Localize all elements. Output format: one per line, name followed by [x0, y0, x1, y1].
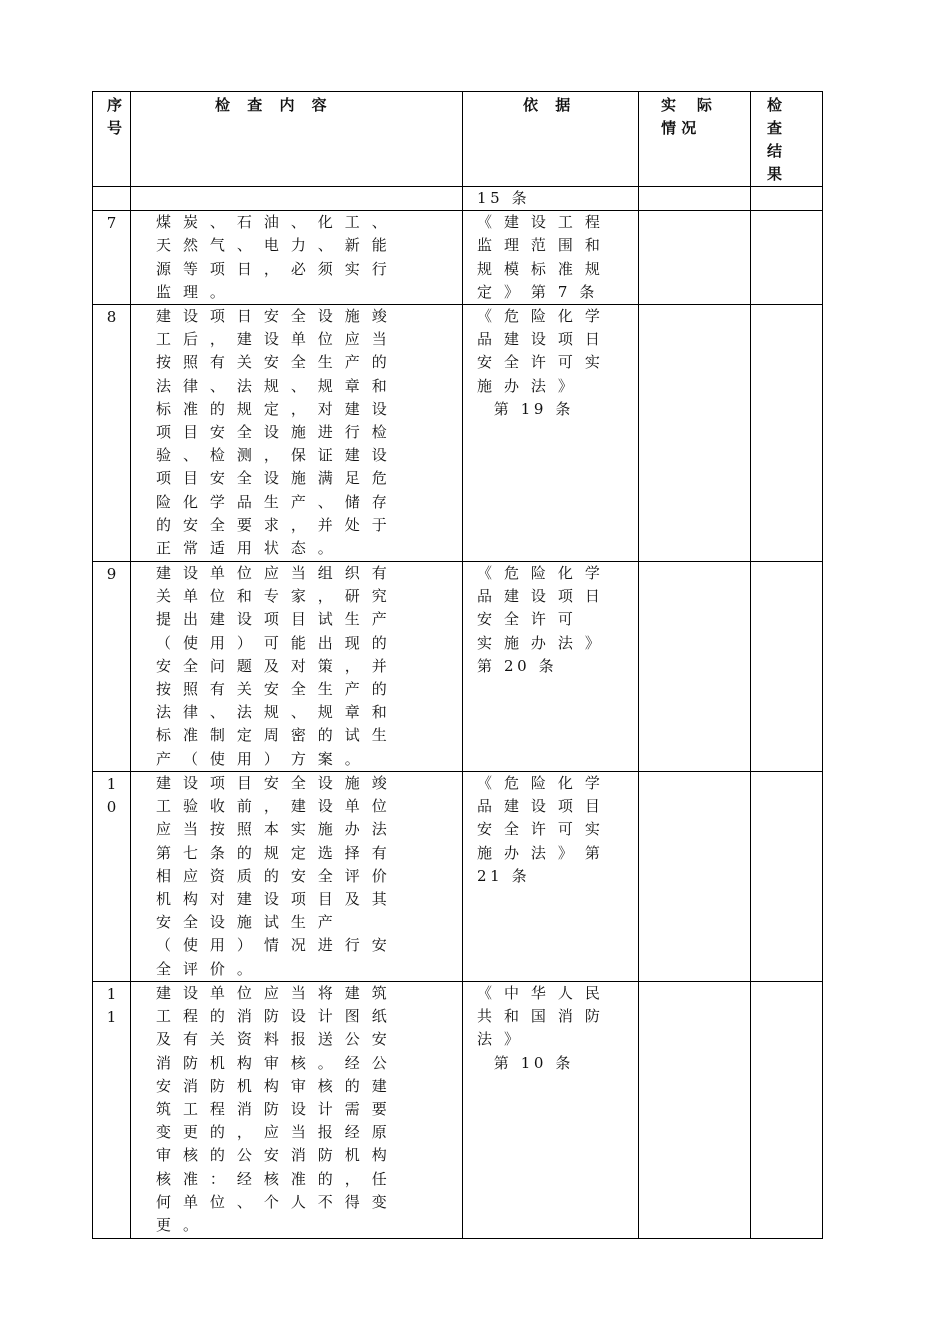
row-num-cell	[93, 982, 131, 1239]
row-basis-cell	[463, 187, 639, 211]
row-basis: 《 建 设 工 程 监 理 范 围 和 规 模 标 准 规 定 》 第 7 条	[477, 213, 604, 301]
row-actual-cell	[639, 211, 751, 305]
table-row	[93, 211, 823, 305]
row-result-cell	[751, 982, 823, 1239]
row-num: 8	[106, 308, 117, 327]
table-row	[93, 772, 823, 982]
row-content-cell	[131, 305, 463, 562]
row-basis: 15 条	[477, 189, 531, 207]
row-num: 7	[106, 214, 117, 233]
row-result-cell	[751, 562, 823, 772]
row-basis-cell	[463, 982, 639, 1239]
row-actual-cell	[639, 562, 751, 772]
row-actual-cell	[639, 772, 751, 982]
row-content-cell	[131, 211, 463, 305]
row-basis-cell	[463, 211, 639, 305]
row-basis-cell	[463, 562, 639, 772]
row-content: 建 设 项 日 安 全 设 施 竣 工 后 ， 建 设 单 位 应 当 按 照 有 关 安 全 生 产 的 法 律 、 法 规 、 规 章 和 标 准 的 规 定 ， 对 建 设 项 目 安 全 设 施 进 行 检 验 、 检 测 ， 保 证 建 设 项 目 安 全 设 施 满 足 危 险 化 学 品 生 产 、 储 存 的 安 全 要 求 ， 并 处 于 正 常 适 用 状 态 。	[156, 307, 391, 558]
row-basis: 《 危 险 化 学 品 建 设 项 日 安 全 许 可 实 施 办 法 》 第 19 条	[477, 307, 604, 418]
row-num: 10	[106, 775, 117, 817]
row-actual-cell	[639, 982, 751, 1239]
row-content-cell	[131, 187, 463, 211]
row-num-cell	[93, 772, 131, 982]
row-num: 9	[106, 565, 117, 584]
row-content-cell	[131, 772, 463, 982]
header-num-cell	[93, 92, 131, 187]
row-num-cell	[93, 211, 131, 305]
inspection-table	[92, 91, 823, 1239]
row-content: 建 设 单 位 应 当 组 织 有 关 单 位 和 专 家 ， 研 究 提 出 建 设 项 目 试 生 产 （ 使 用 ） 可 能 出 现 的 安 全 问 题 及 对 策 ， 并 按 照 有 关 安 全 生 产 的 法 律 、 法 规 、 规 章 和 标 准 制 定 周 密 的 试 生 产 （ 使 用 ） 方 案 。	[156, 564, 391, 768]
table-row	[93, 187, 823, 211]
row-basis: 《 危 险 化 学 品 建 设 项 日 安 全 许 可 实 施 办 法 》 第 20 条	[477, 564, 604, 675]
header-content-cell	[131, 92, 463, 187]
header-actual-cell	[639, 92, 751, 187]
header-num: 序号	[107, 96, 123, 137]
row-result-cell	[751, 772, 823, 982]
row-content-cell	[131, 562, 463, 772]
row-actual-cell	[639, 305, 751, 562]
table-row	[93, 562, 823, 772]
row-basis-cell	[463, 305, 639, 562]
header-result-cell	[751, 92, 823, 187]
row-result-cell	[751, 187, 823, 211]
row-num-cell	[93, 562, 131, 772]
row-num: 11	[106, 985, 117, 1027]
header-result: 检查结果	[767, 96, 783, 183]
header-basis-cell	[463, 92, 639, 187]
row-content: 建 设 项 目 安 全 设 施 竣 工 验 收 前 ， 建 设 单 位 应 当 按 照 本 实 施 办 法 第 七 条 的 规 定 选 择 有 相 应 资 质 的 安 全 评 价 机 构 对 建 设 项 目 及 其 安 全 设 施 试 生 产 （ 使 用 ） 情 况 进 行 安 全 评 价 。	[156, 774, 391, 978]
row-result-cell	[751, 305, 823, 562]
row-result-cell	[751, 211, 823, 305]
row-num-cell	[93, 187, 131, 211]
row-actual-cell	[639, 187, 751, 211]
row-num	[93, 187, 130, 188]
row-content: 煤 炭 、 石 油 、 化 工 、 天 然 气 、 电 力 、 新 能 源 等 项 日 ， 必 须 实 行 监 理 。	[156, 213, 391, 301]
row-content-cell	[131, 982, 463, 1239]
row-content: 建 设 单 位 应 当 将 建 筑 工 程 的 消 防 设 计 图 纸 及 有 关 资 料 报 送 公 安 消 防 机 构 审 核 。 经 公 安 消 防 机 构 审 核 的 建 筑 工 程 消 防 设 计 需 要 变 更 的 ， 应 当 报 经 原 审 核 的 公 安 消 防 机 构 核 准 ： 经 核 准 的 ， 任 何 单 位 、 个 人 不 得 变 更 。	[156, 984, 391, 1235]
table-row	[93, 305, 823, 562]
header-basis: 依 据	[523, 96, 577, 114]
row-basis: 《 危 险 化 学 品 建 设 项 目 安 全 许 可 实 施 办 法 》 第 21 条	[477, 774, 604, 885]
row-basis-cell	[463, 772, 639, 982]
table-header-row	[93, 92, 823, 187]
row-basis: 《 中 华 人 民 共 和 国 消 防 法 》 第 10 条	[477, 984, 604, 1072]
table-row	[93, 982, 823, 1239]
header-content: 检 查 内 容	[215, 96, 333, 114]
header-actual: 实 际 情 况	[661, 96, 712, 137]
row-num-cell	[93, 305, 131, 562]
